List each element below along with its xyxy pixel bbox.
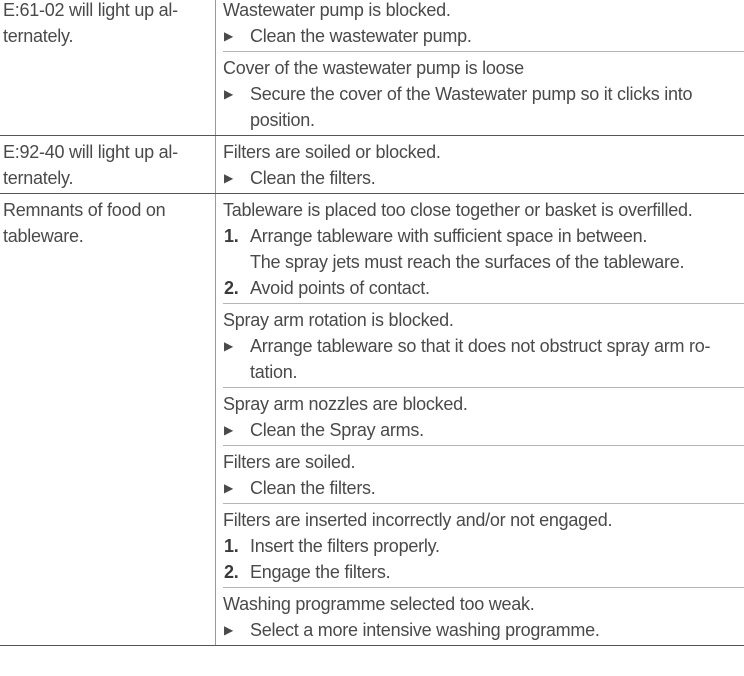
cause-block [223,194,744,304]
step-text: Clean the filters. [250,168,376,188]
cause-title: Washing programme selected too weak. [223,594,535,614]
step-number: 2. [224,562,239,582]
arrow-bullet-icon: ▶ [224,29,233,43]
cause-block [223,504,744,588]
arrow-bullet-icon: ▶ [224,481,233,495]
step-item [223,165,744,191]
table-row [0,136,744,194]
cause-block [223,304,744,388]
step-text: Avoid points of contact. [250,278,430,298]
arrow-bullet-icon: ▶ [224,171,233,185]
step-text: Secure the cover of the Wastewater pump so it clicks into position. [250,84,693,130]
cause-title: Cover of the wastewater pump is loose [223,58,524,78]
step-text: Engage the filters. [250,562,391,582]
table-row [0,194,744,646]
cause-block [223,136,744,193]
step-result-text: The spray jets must reach the surfaces of the tableware. [250,252,685,272]
step-number: 1. [224,536,239,556]
cause-title: Tableware is placed too close together or basket is overfilled. [223,200,693,220]
step-item [223,617,744,643]
step-number: 1. [224,226,239,246]
step-item [223,81,744,133]
cause-block [223,388,744,446]
cause-title: Filters are inserted incorrectly and/or not engaged. [223,510,613,530]
step-text: Clean the Spray arms. [250,420,424,440]
step-text: Select a more intensive washing programme. [250,620,600,640]
step-item [223,533,744,559]
fault-cell: E:92-40 will light up al- ternately. [0,136,216,193]
cause-title: Filters are soiled or blocked. [223,142,441,162]
step-text: Insert the filters properly. [250,536,440,556]
step-number: 2. [224,278,239,298]
step-item [223,223,744,249]
step-item [223,475,744,501]
cause-block [223,0,744,52]
cause-block [223,588,744,645]
step-text: Arrange tableware with sufficient space in between. [250,226,648,246]
remedy-cell [216,194,744,645]
step-item [223,417,744,443]
fault-cell: E:61-02 will light up al- ternately. [0,0,216,135]
table-row [0,0,744,136]
step-item [223,559,744,585]
cause-title: Spray arm nozzles are blocked. [223,394,468,414]
fault-cell: Remnants of food on tableware. [0,194,216,645]
step-text: Arrange tableware so that it does not obstruct spray arm ro- tation. [250,336,711,382]
arrow-bullet-icon: ▶ [224,87,233,101]
cause-block [223,52,744,135]
step-item [223,275,744,301]
remedy-cell [216,136,744,193]
arrow-bullet-icon: ▶ [224,623,233,637]
arrow-bullet-icon: ▶ [224,339,233,353]
cause-title: Wastewater pump is blocked. [223,0,451,20]
step-text: Clean the wastewater pump. [250,26,472,46]
step-text: Clean the filters. [250,478,376,498]
cause-title: Filters are soiled. [223,452,356,472]
cause-block [223,446,744,504]
step-item [223,333,744,385]
cause-title: Spray arm rotation is blocked. [223,310,454,330]
remedy-cell [216,0,744,135]
step-item [223,23,744,49]
arrow-bullet-icon: ▶ [224,423,233,437]
